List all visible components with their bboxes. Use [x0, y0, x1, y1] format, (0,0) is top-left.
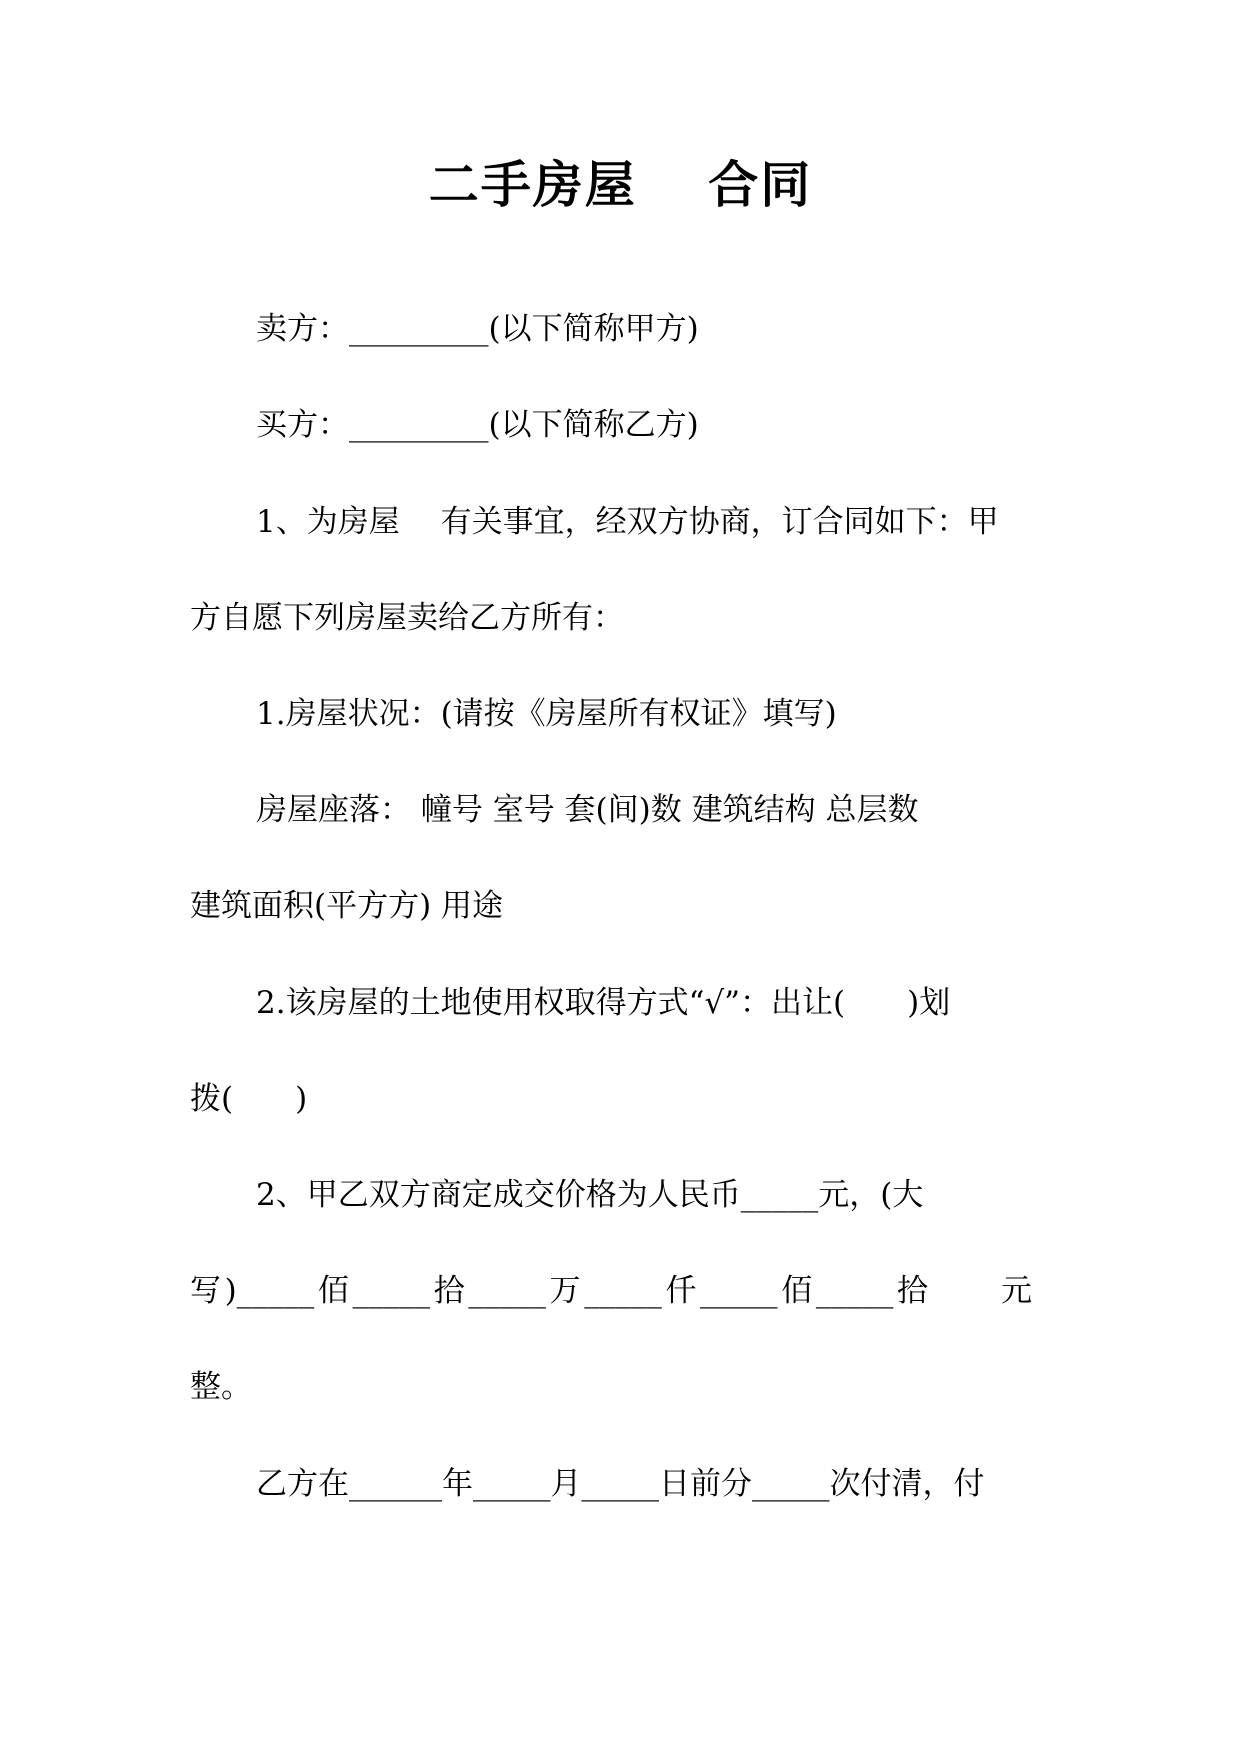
clause-1-line-2: 方自愿下列房屋卖给乙方所有：	[190, 600, 624, 636]
price-line-1: 2、甲乙双方商定成交价格为人民币_____元，(大	[256, 1177, 924, 1213]
clause-1-line-1: 1、为房屋 有关事宜，经双方协商，订合同如下：甲	[256, 504, 999, 540]
land-use-line-1: 2.该房屋的土地使用权取得方式“√”：出让( )划	[256, 985, 951, 1021]
document-title: 二手房屋 合同	[428, 156, 813, 214]
house-status-line: 1.房屋状况：(请按《房屋所有权证》填写)	[256, 696, 837, 732]
seller-line: 卖方：_________(以下简称甲方)	[256, 311, 699, 347]
land-use-line-2: 拨( )	[190, 1081, 308, 1117]
buyer-line: 买方：_________(以下简称乙方)	[256, 407, 699, 443]
price-line-2: 写)_____佰_____拾_____万_____仟_____佰_____拾 元	[190, 1273, 1032, 1309]
price-line-3: 整。	[190, 1369, 252, 1405]
house-location-line: 房屋座落： 幢号 室号 套(间)数 建筑结构 总层数	[256, 792, 919, 828]
building-area-line: 建筑面积(平方方) 用途	[190, 888, 504, 924]
payment-line: 乙方在______年_____月_____日前分_____次付清，付	[256, 1466, 985, 1502]
